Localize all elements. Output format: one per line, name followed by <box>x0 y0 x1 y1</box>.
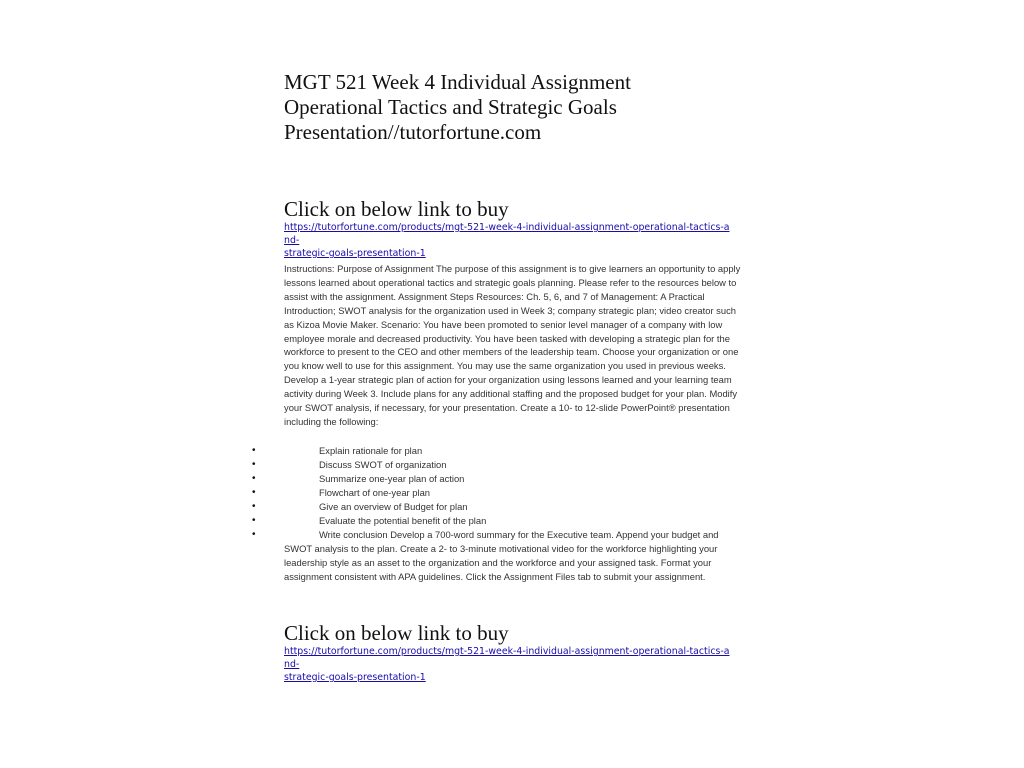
document-page <box>252 70 744 683</box>
list-item <box>252 486 744 500</box>
buy-link-line-2: strategic-goals-presentation-1 <box>284 672 426 683</box>
step-text: Evaluate the potential benefit of the plan <box>319 515 487 526</box>
step-text: Write conclusion Develop a 700-word summary for the Executive team. Append your budget and SWOT analysis to the plan. Create a 2- to 3-minute motivational video for the workforce highlighting your leadership style as an asset to the organization and the workforce and your assigned task. Format your assignment consistent with APA guidelines. Click the Assignment Files tab to submit your assignment. <box>284 529 719 582</box>
list-item <box>252 458 744 472</box>
document-title <box>284 70 744 145</box>
bullet-icon: • <box>252 515 256 526</box>
bullet-icon: • <box>252 445 256 456</box>
title-line-1: MGT 521 Week 4 Individual Assignment <box>284 70 631 94</box>
bullet-icon: • <box>252 529 256 540</box>
title-line-2: Operational Tactics and Strategic Goals <box>284 95 617 119</box>
list-item <box>252 514 744 528</box>
buy-section-bottom <box>284 621 734 684</box>
bullet-icon: • <box>252 473 256 484</box>
buy-link[interactable] <box>284 221 734 260</box>
list-item <box>252 444 744 458</box>
steps-list <box>252 444 744 584</box>
buy-heading: Click on below link to buy <box>284 621 509 645</box>
instructions-paragraph: Instructions: Purpose of Assignment The purpose of this assignment is to give learners an opportunity to apply lessons learned about operational tactics and strategic goals planning. Please refer to the resources below to assist with the assignment. Assignment Steps Resources: Ch. 5, 6, and 7 of Management: A Practical Introduction; SWOT analysis for the organization used in Week 3; company strategic plan; video creator such as Kizoa Movie Maker. Scenario: You have been promoted to senior level manager of a company with low employee morale and decreased productivity. You have been tasked with developing a strategic plan for the workforce to present to the CEO and other members of the leadership team. Choose your organization or one you know well to use for this assignment. You may use the same organization you used in previous weeks. Develop a 1-year strategic plan of action for your organization using lessons learned and your learning team activity during Week 3. Include plans for any additional staffing and the proposed budget for your plan. Modify your SWOT analysis, if necessary, for your presentation. Create a 10- to 12-slide PowerPoint® presentation including the following: <box>284 263 741 427</box>
buy-heading: Click on below link to buy <box>284 197 509 221</box>
bullet-icon: • <box>252 501 256 512</box>
step-text: Flowchart of one-year plan <box>319 487 430 498</box>
buy-link-line-1: https://tutorfortune.com/products/mgt-521-week-4-individual-assignment-operational-tactics-and- <box>284 646 730 670</box>
buy-link-line-2: strategic-goals-presentation-1 <box>284 248 426 259</box>
bullet-icon: • <box>252 459 256 470</box>
list-item <box>252 472 744 486</box>
step-text: Summarize one-year plan of action <box>319 473 465 484</box>
buy-link-line-1: https://tutorfortune.com/products/mgt-521-week-4-individual-assignment-operational-tactics-and- <box>284 222 730 246</box>
buy-link[interactable] <box>284 645 734 684</box>
step-text: Explain rationale for plan <box>319 445 423 456</box>
title-line-3: Presentation//tutorfortune.com <box>284 120 542 144</box>
step-text: Discuss SWOT of organization <box>319 459 447 470</box>
step-text: Give an overview of Budget for plan <box>319 501 468 512</box>
list-item <box>252 500 744 514</box>
bullet-icon: • <box>252 487 256 498</box>
list-item <box>252 528 744 584</box>
buy-section-top <box>284 197 734 260</box>
